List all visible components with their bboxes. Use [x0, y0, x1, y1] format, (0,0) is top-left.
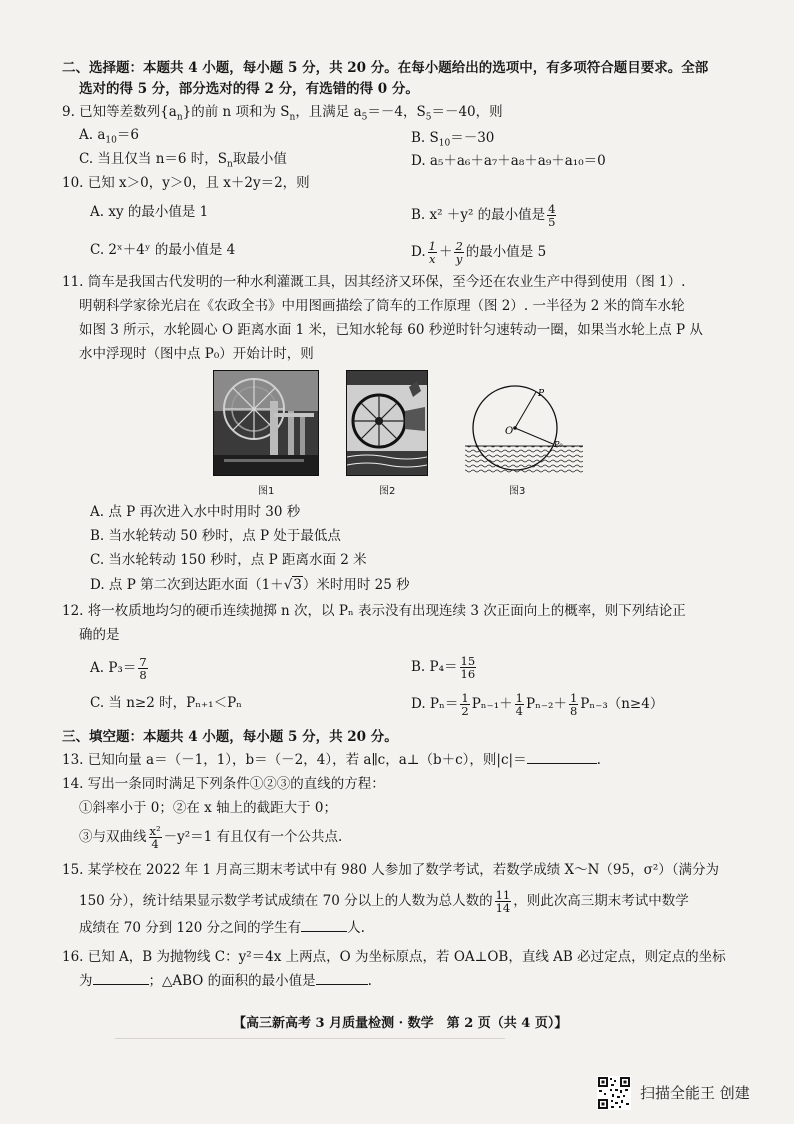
q11-option-d: D. 点 P 第二次到达距水面（1＋√3）米时用时 25 秒 — [90, 577, 410, 593]
q9-option-b: B. $S_{10}=-30$ — [411, 130, 495, 149]
q10-stem: 10. 已知 x＞0，y＞0，且 x＋2y＝2，则 — [62, 175, 310, 191]
q12-stem-line2: 确的是 — [79, 627, 120, 643]
q14-condition-1-2: ①斜率小于 0；②在 x 轴上的截距大于 0； — [79, 800, 337, 816]
q15-stem-line2: 150 分），统计结果显示数学考试成绩在 70 分以上的人数为总人数的 $\frac{11}{14}$ ，则此次高三期末考试中数学 — [79, 888, 689, 915]
q11-stem-line4: 水中浮现时（图中点 P₀）开始计时，则 — [79, 346, 314, 362]
section2-heading-line2: 选对的得 5 分，部分选对的得 2 分，有选错的得 0 分。 — [79, 81, 419, 97]
woodcut-drawing-image — [347, 371, 427, 475]
q12-option-a: A. P₃＝ $\frac{7}{8}$ — [90, 655, 147, 682]
q12-stem-line1: 12. 将一枚质地均匀的硬币连续抛掷 n 次，以 Pₙ 表示没有出现连续 3 次正面向上的概率，则下列结论正 — [62, 603, 686, 619]
fraction: $\frac{1}{x}$ — [428, 239, 436, 266]
answer-blank-min-area[interactable] — [316, 972, 368, 985]
figure3-caption: 图3 — [509, 486, 526, 497]
fraction: $\frac{1}{2}$ — [461, 691, 469, 718]
answer-blank-fixed-point[interactable] — [93, 972, 149, 985]
q11-option-c: C. 当水轮转动 150 秒时，点 P 距离水面 2 米 — [90, 552, 367, 568]
fraction: $\frac{7}{8}$ — [139, 655, 147, 682]
figure2-woodcut-drawing — [346, 370, 428, 476]
fraction: $\frac{11}{14}$ — [495, 888, 511, 915]
q10-option-b: B. x² ＋y² 的最小值是 $\frac{4}{5}$ — [411, 202, 556, 229]
q15-stem-line1: 15. 某学校在 2022 年 1 月高三期末考试中有 980 人参加了数学考试，若数学成绩 X～N（95，σ²）（满分为 — [62, 862, 719, 878]
q16-stem-line2: 为 ；△ABO 的面积的最小值是 . — [79, 973, 372, 989]
q11-stem-line3: 如图 3 所示，水轮圆心 O 距离水面 1 米，已知水轮每 60 秒逆时针匀速转动一圈，如果当水轮上点 P 从 — [79, 322, 703, 338]
answer-blank[interactable] — [527, 751, 597, 764]
page-footer: 【高三新高考 3 月质量检测 · 数学 第 2 页（共 4 页）】 — [233, 1016, 568, 1031]
q12-option-c: C. 当 n≥2 时，Pₙ₊₁＜Pₙ — [90, 695, 242, 711]
figure1-caption: 图1 — [258, 486, 275, 497]
section2-heading-line1: 二、选择题：本题共 4 小题，每小题 5 分，共 20 分。在每小题给出的选项中，有多项符合题目要求。全部 — [62, 60, 709, 76]
divider — [115, 1038, 505, 1039]
q10-option-d: D. $\frac{1}{x}$ ＋ $\frac{2}{y}$ 的最小值是 5 — [411, 239, 547, 266]
figure3-waterwheel-diagram — [455, 368, 585, 480]
q10-option-c: C. 2ˣ＋4ʸ 的最小值是 4 — [90, 242, 236, 258]
section3-heading: 三、填空题：本题共 4 小题，每小题 5 分，共 20 分。 — [62, 729, 398, 745]
q11-option-a: A. 点 P 再次进入水中时用时 30 秒 — [90, 504, 301, 520]
q11-stem-line1: 11. 筒车是我国古代发明的一种水利灌溉工具，因其经济又环保，至今还在农业生产中得到使用（图 1）. — [62, 274, 686, 290]
q9-option-a: A. $a_{10}=6$ — [79, 127, 139, 146]
fraction: $\frac{\text{x²}}{4}$ — [149, 824, 161, 851]
fraction: $\frac{4}{5}$ — [548, 202, 556, 229]
q12-option-b: B. P₄＝ $\frac{15}{16}$ — [411, 654, 476, 681]
fraction: $\frac{1}{8}$ — [569, 691, 578, 718]
label-o: O — [505, 426, 514, 437]
fraction: $\frac{1}{4}$ — [515, 691, 523, 718]
q16-stem-line1: 16. 已知 A，B 为抛物线 C：y²＝4x 上两点，O 为坐标原点，若 OA⊥OB，直线 AB 必过定点，则定点的坐标 — [62, 949, 726, 965]
q10-option-a: A. xy 的最小值是 1 — [90, 204, 209, 220]
q13-stem: 13. 已知向量 a＝（－1，1），b＝（－2，4），若 a∥c，a⊥（b＋c），则|c|＝ . — [62, 752, 601, 768]
q11-stem-line2: 明朝科学家徐光启在《农政全书》中用图画描绘了筒车的工作原理（图 2）. 一半径为 2 米的筒车水轮 — [79, 298, 685, 314]
waterwheel-photo-image — [214, 371, 318, 475]
label-p0: P₀ — [554, 440, 563, 449]
qr-code-icon — [597, 1076, 631, 1110]
q15-stem-line3: 成绩在 70 分到 120 分之间的学生有 人. — [79, 920, 365, 936]
fraction: $\frac{2}{y}$ — [455, 239, 463, 266]
figure1-waterwheel-photo — [213, 370, 319, 476]
answer-blank[interactable] — [301, 919, 347, 932]
q9-option-c: C. 当且仅当 n＝6 时，$S_n$取最小值 — [79, 151, 287, 170]
scanner-watermark: 扫描全能王 创建 — [640, 1084, 750, 1102]
figure2-caption: 图2 — [379, 486, 396, 497]
q12-option-d: D. Pₙ＝ $\frac{1}{2}$ Pₙ₋₁＋ $\frac{1}{4}$ Pₙ₋₂＋ $\frac{1}{8}$ Pₙ₋₃（n≥4） — [411, 691, 664, 718]
q14-stem: 14. 写出一条同时满足下列条件①②③的直线的方程： — [62, 776, 385, 792]
q9-stem: 9. 已知等差数列$\{a_n\}$的前 n 项和为 $S_n$，且满足 $a_5=-4$，$S_5=-40$，则 — [62, 104, 503, 123]
q9-option-d: D. a₅＋a₆＋a₇＋a₈＋a₉＋a₁₀＝0 — [411, 153, 606, 169]
q11-option-b: B. 当水轮转动 50 秒时，点 P 处于最低点 — [90, 528, 341, 544]
q14-condition-3: ③与双曲线 $\frac{\text{x²}}{4}$ －y²＝1 有且仅有一个公共点. — [79, 824, 343, 851]
label-p: P — [538, 389, 545, 399]
fraction: $\frac{15}{16}$ — [460, 654, 476, 681]
